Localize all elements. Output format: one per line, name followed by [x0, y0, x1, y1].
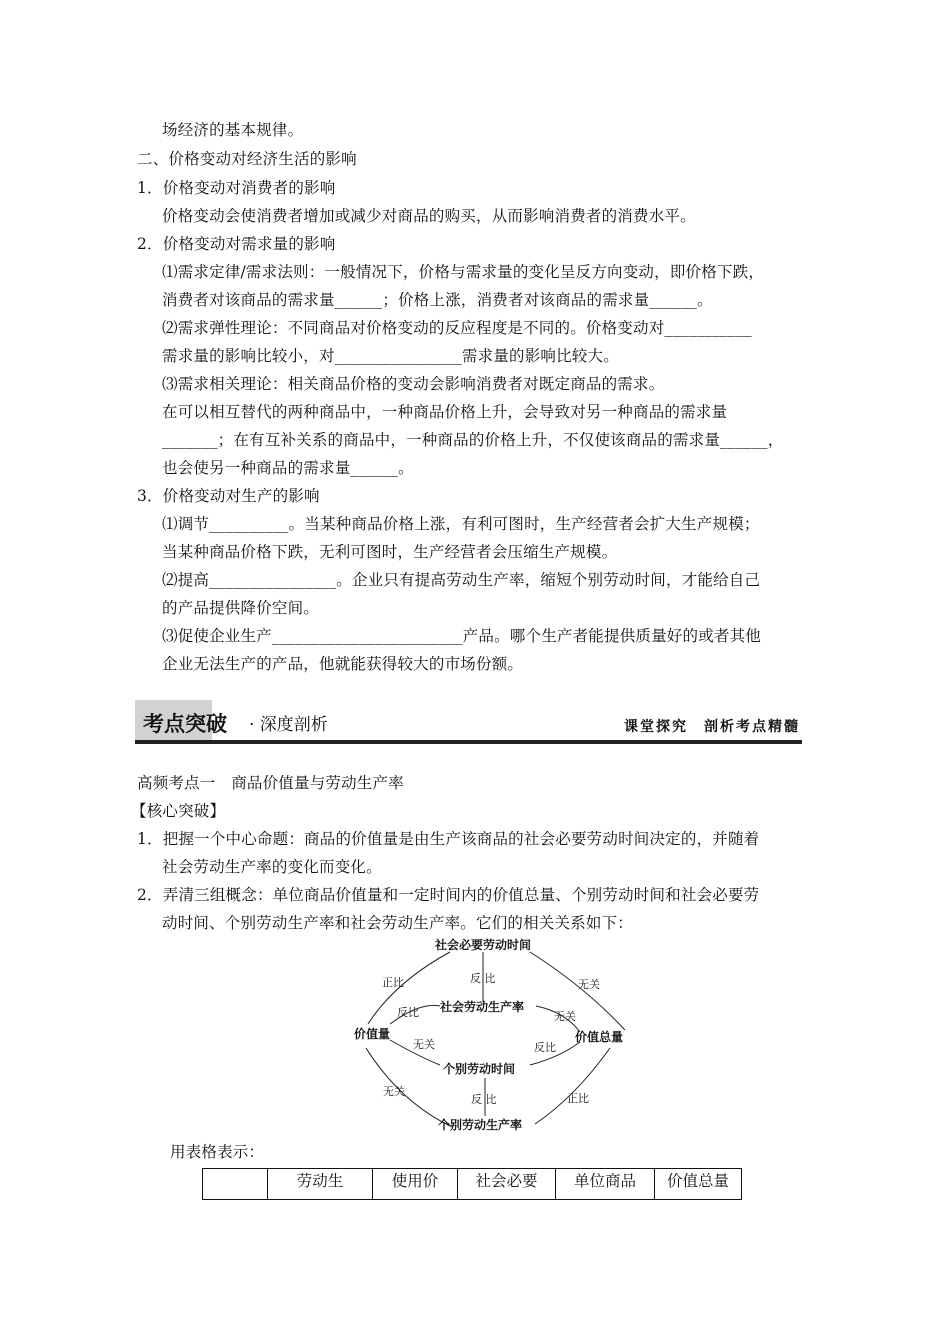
banner-subtitle: · 深度剖析 [249, 715, 328, 735]
banner-title: 考点突破 [143, 712, 227, 736]
label-bottom-right: 正比 [567, 1092, 589, 1105]
text-line: 也会使另一种商品的需求量______。 [162, 459, 414, 477]
value-table [202, 1168, 742, 1200]
label-left-lower: 无关 [413, 1038, 435, 1051]
relationship-diagram [340, 932, 640, 1137]
table-caption: 用表格表示： [170, 1143, 265, 1161]
item-heading: 2．价格变动对需求量的影响 [137, 235, 336, 253]
text-line: 动时间、个别劳动生产率和社会劳动生产率。它们的相关关系如下： [162, 914, 634, 932]
text-line: ⑴需求定律/需求法则：一般情况下，价格与需求量的变化呈反方向变动，即价格下跌， [162, 263, 765, 281]
edge-bottom-left [366, 1048, 452, 1127]
table-header-cell [203, 1169, 268, 1200]
table-header-cell: 单位商品 [556, 1169, 655, 1200]
table-header-cell: 使用价 [373, 1169, 458, 1200]
item-heading: 1．价格变动对消费者的影响 [137, 179, 336, 197]
text-line: 的产品提供降价空间。 [162, 599, 320, 617]
banner-right-text: 课堂探究 剖析考点精髓 [624, 719, 800, 735]
label-top-left: 正比 [382, 976, 404, 989]
edge-top-right [530, 952, 625, 1030]
label-top-center: 反 比 [470, 972, 496, 985]
table-header-cell: 价值总量 [655, 1169, 742, 1200]
section-banner [135, 700, 802, 744]
text-line: _______；在有互补关系的商品中，一种商品的价格上升，不仅使该商品的需求量______， [162, 431, 784, 449]
table-header-row [203, 1169, 742, 1200]
text-line: ⑴调节__________。当某种商品价格上涨，有利可图时，生产经营者会扩大生产规模； [162, 515, 760, 533]
topic-heading: 高频考点一 商品价值量与劳动生产率 [137, 774, 404, 792]
banner-rule [135, 740, 802, 744]
text-line: ⑶需求相关理论：相关商品价格的变动会影响消费者对既定商品的需求。 [162, 375, 665, 393]
text-line: 在可以相互替代的两种商品中，一种商品价格上升，会导致对另一种商品的需求量 [162, 403, 728, 421]
node-bottom: 个别劳动生产率 [438, 1118, 523, 1132]
item-heading: 1．把握一个中心命题：商品的价值量是由生产该商品的社会必要劳动时间决定的，并随着 [137, 830, 760, 848]
label-right-lower: 反比 [534, 1041, 556, 1054]
text-line: 需求量的影响比较小，对________________需求量的影响比较大。 [162, 347, 619, 365]
text-line: ⑵需求弹性理论：不同商品对价格变动的反应程度是不同的。价格变动对___________ [162, 319, 752, 337]
text-line: 场经济的基本规律。 [162, 121, 304, 139]
node-center-bottom: 个别劳动时间 [443, 1062, 516, 1076]
node-right: 价值总量 [575, 1030, 624, 1044]
item-heading: 3．价格变动对生产的影响 [137, 487, 320, 505]
text-line: 企业无法生产的产品，他就能获得较大的市场份额。 [162, 655, 524, 673]
text-line: 当某种商品价格下跌，无利可图时，生产经营者会压缩生产规模。 [162, 543, 618, 561]
label-bottom-left: 无关 [383, 1085, 405, 1098]
label-bottom-center: 反 比 [471, 1093, 497, 1106]
section-heading: 二、价格变动对经济生活的影响 [137, 150, 357, 168]
text-line: 消费者对该商品的需求量______；价格上涨，消费者对该商品的需求量______。 [162, 291, 713, 309]
table-header-cell: 劳动生 [268, 1169, 373, 1200]
label-left-upper: 反比 [397, 1006, 419, 1019]
text-line: ⑵提高________________。企业只有提高劳动生产率，缩短个别劳动时间，才能给自己 [162, 571, 761, 589]
text-line: ⑶促使企业生产________________________产品。哪个生产者能提供质量好的或者其他 [162, 627, 762, 645]
subsection-heading: 【核心突破】 [131, 802, 226, 820]
table-header-cell: 社会必要 [458, 1169, 556, 1200]
label-right-upper: 无关 [554, 1010, 576, 1023]
item-heading: 2．弄清三组概念：单位商品价值量和一定时间内的价值总量、个别劳动时间和社会必要劳 [137, 886, 760, 904]
node-center-top: 社会劳动生产率 [440, 1000, 525, 1014]
text-line: 价格变动会使消费者增加或减少对商品的购买，从而影响消费者的消费水平。 [162, 207, 696, 225]
text-line: 社会劳动生产率的变化而变化。 [162, 858, 382, 876]
label-top-right: 无关 [578, 978, 600, 991]
node-left: 价值量 [354, 1027, 391, 1041]
node-top: 社会必要劳动时间 [435, 938, 532, 952]
